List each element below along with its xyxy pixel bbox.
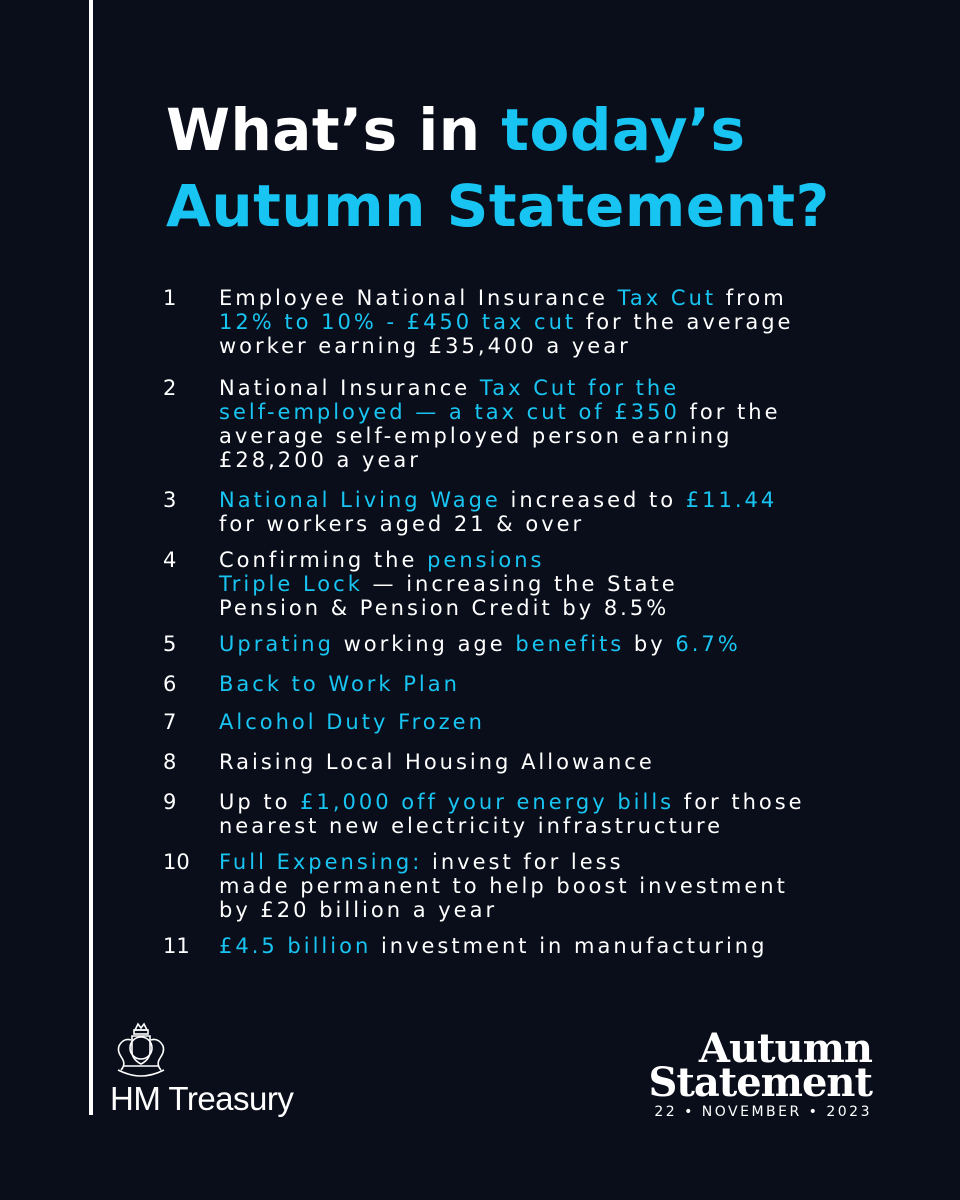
body-text: invest for less xyxy=(422,850,624,874)
body-text: nearest new electricity infrastructure xyxy=(219,814,724,838)
list-item-line xyxy=(219,874,899,898)
list-item-number: 3 xyxy=(163,488,177,512)
highlight-text: Tax Cut xyxy=(617,286,717,310)
body-text: for those xyxy=(674,790,805,814)
body-text: Up to xyxy=(219,790,301,814)
body-text: by £20 billion a year xyxy=(219,898,498,922)
highlight-text: Alcohol Duty Frozen xyxy=(219,710,485,734)
list-item-line xyxy=(219,334,899,358)
list-item-line xyxy=(219,448,899,472)
body-text: average self-employed person earning xyxy=(219,424,733,448)
brand-date: 22 • NOVEMBER • 2023 xyxy=(654,1104,872,1120)
hm-treasury-logo-text: HM Treasury xyxy=(110,1080,294,1117)
list-item-text xyxy=(219,710,899,734)
list-item-text xyxy=(219,750,899,774)
list-item-line xyxy=(219,850,899,874)
list-item-number: 6 xyxy=(163,672,177,696)
list-item-number: 11 xyxy=(163,934,190,958)
list-item-number: 5 xyxy=(163,632,177,656)
list-item-text xyxy=(219,488,899,536)
body-text: from xyxy=(716,286,787,310)
highlight-text: £11.44 xyxy=(685,488,778,512)
list-item-number: 10 xyxy=(163,850,190,874)
list-item-line xyxy=(219,548,899,572)
highlight-text: Triple Lock xyxy=(219,572,363,596)
list-item-text xyxy=(219,790,899,838)
body-text: — increasing the State xyxy=(362,572,678,596)
title-part-autumn-statement: Autumn Statement? xyxy=(166,172,830,240)
list-item-number: 8 xyxy=(163,750,177,774)
highlight-text: Back to Work Plan xyxy=(219,672,460,696)
body-text: £28,200 a year xyxy=(219,448,421,472)
list-item-line xyxy=(219,488,899,512)
list-item-line xyxy=(219,376,899,400)
body-text: made permanent to help boost investment xyxy=(219,874,788,898)
body-text: Pension & Pension Credit by 8.5% xyxy=(219,596,670,620)
list-item-text xyxy=(219,850,899,922)
list-item-number: 4 xyxy=(163,548,177,572)
list-item-text xyxy=(219,548,899,620)
body-text: worker earning £35,400 a year xyxy=(219,334,631,358)
body-text: for the xyxy=(679,400,781,424)
list-item-text xyxy=(219,632,899,656)
body-text: Confirming the xyxy=(219,548,428,572)
highlight-text: £1,000 off your energy bills xyxy=(300,790,675,814)
title-part-what: What’s in xyxy=(166,96,502,164)
highlight-text: Tax Cut for the xyxy=(479,376,680,400)
list-item-number: 1 xyxy=(163,286,177,310)
body-text: Employee National Insurance xyxy=(219,286,618,310)
body-text: for workers aged 21 & over xyxy=(219,512,585,536)
list-item-line xyxy=(219,632,899,656)
body-text: for the average xyxy=(576,310,794,334)
list-item-line xyxy=(219,934,899,958)
list-item-text xyxy=(219,672,899,696)
highlight-text: pensions xyxy=(427,548,545,572)
page-title xyxy=(166,92,926,244)
highlight-text: benefits xyxy=(515,632,625,656)
vertical-divider-line xyxy=(89,0,93,1115)
autumn-statement-logo xyxy=(648,1025,872,1120)
highlight-text: 12% to 10% - £450 tax cut xyxy=(219,310,577,334)
body-text: by xyxy=(624,632,676,656)
list-item-line xyxy=(219,424,899,448)
list-item-number: 9 xyxy=(163,790,177,814)
title-part-today: today’s xyxy=(501,96,746,164)
body-text: working age xyxy=(333,632,516,656)
highlight-text: £4.5 billion xyxy=(219,934,372,958)
list-item-line xyxy=(219,750,899,774)
highlight-text: 6.7% xyxy=(675,632,741,656)
body-text: Raising Local Housing Allowance xyxy=(219,750,655,774)
list-item-line xyxy=(219,286,899,310)
list-item-number: 2 xyxy=(163,376,177,400)
highlight-text: National Living Wage xyxy=(219,488,501,512)
royal-coat-of-arms-icon xyxy=(110,1022,172,1080)
list-item-line xyxy=(219,672,899,696)
brand-line-autumn: Autumn xyxy=(698,1025,872,1072)
body-text: increased to xyxy=(500,488,686,512)
list-item-text xyxy=(219,376,899,472)
list-item-line xyxy=(219,512,899,536)
body-text: National Insurance xyxy=(219,376,480,400)
list-item-line xyxy=(219,572,899,596)
list-item-text xyxy=(219,286,899,358)
body-text: investment in manufacturing xyxy=(371,934,768,958)
list-item-line xyxy=(219,400,899,424)
list-item-line xyxy=(219,310,899,334)
list-item-number: 7 xyxy=(163,710,177,734)
highlight-text: self-employed — a tax cut of £350 xyxy=(219,400,680,424)
list-item-text xyxy=(219,934,899,958)
brand-line-statement: Statement xyxy=(648,1059,872,1106)
list-item-line xyxy=(219,596,899,620)
list-item-line xyxy=(219,814,899,838)
list-item-line xyxy=(219,790,899,814)
list-item-line xyxy=(219,710,899,734)
list-item-line xyxy=(219,898,899,922)
highlight-text: Full Expensing: xyxy=(219,850,423,874)
highlight-text: Uprating xyxy=(219,632,334,656)
